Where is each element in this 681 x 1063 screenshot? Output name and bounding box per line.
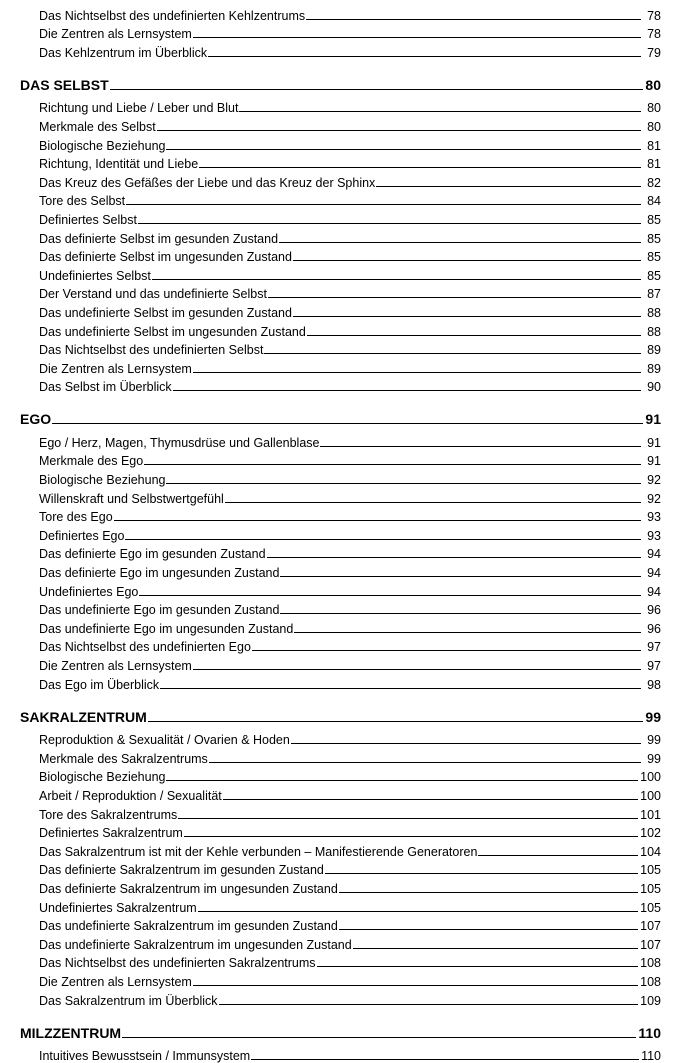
toc-page-number: 90 [643,380,661,394]
toc-leader-line [193,371,641,373]
toc-leader-line [209,761,641,763]
toc-page-number: 88 [643,325,661,339]
toc-entry-title: EGO [20,411,51,427]
toc-leader-line [138,222,641,224]
toc-page-number: 107 [640,938,661,952]
toc-entry-title: SAKRALZENTRUM [20,709,147,725]
toc-entry-title: Richtung und Liebe / Leber und Blut [39,101,238,115]
toc-entry[interactable] [39,450,661,469]
toc-entry-title: Biologische Beziehung [39,139,165,153]
toc-entry-title: Merkmale des Sakralzentrums [39,752,208,766]
toc-leader-line [252,649,641,651]
toc-leader-line [166,482,641,484]
toc-entry-title: Definiertes Sakralzentrum [39,826,183,840]
toc-entry-title: Tore des Selbst [39,194,125,208]
toc-entry-title: Das undefinierte Selbst im gesunden Zustand [39,306,292,320]
toc-page-number: 81 [643,139,661,153]
toc-entry-title: Reproduktion & Sexualität / Ovarien & Hoden [39,733,290,747]
toc-leader-line [126,203,641,205]
toc-entry-title: Biologische Beziehung [39,473,165,487]
toc-leader-line [225,501,641,503]
toc-page-number: 105 [640,863,661,877]
toc-entry-title: Undefiniertes Selbst [39,269,151,283]
toc-leader-line [193,668,641,670]
toc-entry-title: Das undefinierte Sakralzentrum im ungesunden Zustand [39,938,352,952]
toc-leader-line [139,594,641,596]
toc-page-number: 84 [643,194,661,208]
toc-page-number: 91 [643,454,661,468]
toc-leader-line [339,891,638,893]
toc-leader-line [122,1036,636,1038]
toc-entry[interactable] [39,431,661,450]
toc-entry[interactable] [39,227,661,246]
toc-page-number: 101 [640,808,661,822]
toc-entry[interactable] [39,134,661,153]
toc-leader-line [307,334,641,336]
toc-page-number: 91 [645,411,661,427]
toc-entry-title: Willenskraft und Selbstwertgefühl [39,492,224,506]
toc-leader-line [268,296,641,298]
toc-page-number: 99 [645,709,661,725]
toc-page-number: 92 [643,492,661,506]
toc-page-number: 108 [640,975,661,989]
toc-entry[interactable] [39,320,661,339]
toc-page-number: 110 [638,1025,661,1041]
toc-leader-line [178,817,638,819]
toc-entry[interactable] [39,580,661,599]
toc-leader-line [293,259,641,261]
toc-entry[interactable] [39,115,661,134]
toc-entry[interactable] [39,208,661,227]
toc-leader-line [317,965,639,967]
toc-entry-title: Die Zentren als Lernsystem [39,659,192,673]
toc-section-heading[interactable] [20,407,661,427]
toc-page-number: 94 [643,566,661,580]
toc-leader-line [173,389,641,391]
toc-entry-title: Das undefinierte Selbst im ungesunden Zustand [39,325,306,339]
toc-leader-line [148,720,644,722]
toc-entry[interactable] [39,784,661,803]
toc-page-number: 94 [643,585,661,599]
toc-entry-title: Das definierte Selbst im gesunden Zustand [39,232,278,246]
toc-page-number: 78 [643,9,661,23]
toc-entry-title: Das Nichtselbst des undefinierten Sakralzentrums [39,956,316,970]
toc-page-number: 97 [643,659,661,673]
toc-entry[interactable] [39,599,661,618]
toc-entry[interactable] [39,636,661,655]
toc-entry[interactable] [39,1045,661,1063]
toc-entry-title: Das definierte Selbst im ungesunden Zustand [39,250,292,264]
toc-entry[interactable] [39,264,661,283]
toc-entry[interactable] [39,729,661,748]
toc-entry-title: Das definierte Ego im gesunden Zustand [39,547,266,561]
toc-leader-line [264,352,641,354]
toc-entry-title: Das definierte Ego im ungesunden Zustand [39,566,279,580]
toc-entry-title: Undefiniertes Ego [39,585,138,599]
toc-page-number: 93 [643,510,661,524]
toc-entry[interactable] [39,654,661,673]
toc-entry[interactable] [39,301,661,320]
toc-leader-line [279,241,641,243]
toc-page-number: 99 [643,752,661,766]
toc-entry[interactable] [39,190,661,209]
toc-entry[interactable] [39,97,661,116]
toc-leader-line [306,18,641,20]
toc-leader-line [376,185,641,187]
toc-entry-title: Richtung, Identität und Liebe [39,157,198,171]
toc-entry[interactable] [39,933,661,952]
toc-page-number: 93 [643,529,661,543]
toc-page-number: 85 [643,213,661,227]
toc-leader-line [166,779,638,781]
toc-page-number: 92 [643,473,661,487]
toc-leader-line [208,55,641,57]
toc-leader-line [114,519,641,521]
toc-entry-title: Das Nichtselbst des undefinierten Selbst [39,343,263,357]
toc-leader-line [144,463,641,465]
toc-entry[interactable] [39,41,661,60]
toc-entry-title: DAS SELBST [20,77,109,93]
toc-page-number: 94 [643,547,661,561]
toc-entry-title: Die Zentren als Lernsystem [39,27,192,41]
toc-page-number: 85 [643,232,661,246]
toc-page-number: 80 [645,77,661,93]
toc-entry[interactable] [39,339,661,358]
toc-entry[interactable] [39,561,661,580]
toc-entry-title: Das Ego im Überblick [39,678,159,692]
toc-entry-title: MILZZENTRUM [20,1025,121,1041]
toc-leader-line [193,984,638,986]
toc-page-number: 89 [643,362,661,376]
toc-leader-line [219,1003,639,1005]
toc-entry-title: Biologische Beziehung [39,770,165,784]
toc-page-number: 96 [643,603,661,617]
table-of-contents [0,4,681,1063]
toc-entry[interactable] [39,357,661,376]
toc-entry-title: Das definierte Sakralzentrum im ungesunden Zustand [39,882,338,896]
toc-page-number: 105 [640,901,661,915]
toc-entry[interactable] [39,468,661,487]
toc-entry-title: Das Selbst im Überblick [39,380,172,394]
toc-entry[interactable] [39,766,661,785]
toc-page-number: 78 [643,27,661,41]
toc-entry-title: Merkmale des Selbst [39,120,156,134]
toc-entry-title: Ego / Herz, Magen, Thymusdrüse und Gallenblase [39,436,319,450]
toc-entry-title: Definiertes Ego [39,529,124,543]
toc-entry-title: Das Kehlzentrum im Überblick [39,46,207,60]
toc-leader-line [199,166,641,168]
toc-entry[interactable] [39,506,661,525]
toc-leader-line [193,36,641,38]
toc-entry-title: Das definierte Sakralzentrum im gesunden Zustand [39,863,324,877]
toc-leader-line [166,148,641,150]
toc-entry-title: Merkmale des Ego [39,454,143,468]
toc-page-number: 99 [643,733,661,747]
toc-entry-title: Das Nichtselbst des undefinierten Kehlzentrums [39,9,305,23]
toc-leader-line [280,575,641,577]
toc-entry[interactable] [39,859,661,878]
toc-page-number: 85 [643,250,661,264]
toc-entry[interactable] [39,747,661,766]
toc-section-heading[interactable] [20,705,661,725]
toc-entry-title: Die Zentren als Lernsystem [39,362,192,376]
toc-page-number: 109 [640,994,661,1008]
toc-page-number: 110 [641,1049,661,1063]
toc-entry-title: Die Zentren als Lernsystem [39,975,192,989]
toc-page-number: 108 [640,956,661,970]
toc-entry[interactable] [39,376,661,395]
toc-entry[interactable] [39,524,661,543]
toc-leader-line [280,612,641,614]
toc-page-number: 96 [643,622,661,636]
toc-entry[interactable] [39,896,661,915]
toc-entry-title: Definiertes Selbst [39,213,137,227]
toc-leader-line [291,742,641,744]
toc-entry-title: Intuitives Bewusstsein / Immunsystem [39,1049,250,1063]
toc-leader-line [353,947,638,949]
toc-entry[interactable] [39,952,661,971]
toc-leader-line [320,445,641,447]
toc-entry[interactable] [39,617,661,636]
toc-entry[interactable] [39,803,661,822]
toc-entry[interactable] [39,970,661,989]
toc-entry-title: Das Sakralzentrum im Überblick [39,994,218,1008]
toc-page-number: 102 [640,826,661,840]
toc-page-number: 80 [643,101,661,115]
toc-entry[interactable] [39,23,661,42]
toc-leader-line [157,129,641,131]
toc-page-number: 100 [640,770,661,784]
toc-entry-title: Das undefinierte Sakralzentrum im gesunden Zustand [39,919,338,933]
toc-entry[interactable] [39,877,661,896]
toc-leader-line [267,556,641,558]
toc-page-number: 82 [643,176,661,190]
toc-entry-title: Das Sakralzentrum ist mit der Kehle verbunden – Manifestierende Generatoren [39,845,477,859]
toc-page-number: 87 [643,287,661,301]
toc-leader-line [293,315,641,317]
toc-entry[interactable] [39,153,661,172]
toc-entry[interactable] [39,989,661,1008]
toc-page-number: 98 [643,678,661,692]
toc-entry[interactable] [39,246,661,265]
toc-page-number: 80 [643,120,661,134]
toc-page-number: 85 [643,269,661,283]
toc-leader-line [110,88,644,90]
toc-page-number: 105 [640,882,661,896]
toc-page-number: 89 [643,343,661,357]
toc-leader-line [52,422,643,424]
toc-leader-line [325,872,638,874]
toc-entry-title: Tore des Ego [39,510,113,524]
toc-leader-line [239,110,641,112]
toc-entry[interactable] [39,171,661,190]
toc-leader-line [339,928,638,930]
toc-entry[interactable] [39,283,661,302]
toc-section-heading[interactable] [20,1021,661,1041]
toc-entry[interactable] [39,673,661,692]
toc-leader-line [184,835,638,837]
toc-page-number: 79 [643,46,661,60]
toc-entry-title: Arbeit / Reproduktion / Sexualität [39,789,222,803]
toc-page-number: 100 [640,789,661,803]
toc-entry-title: Der Verstand und das undefinierte Selbst [39,287,267,301]
toc-entry[interactable] [39,915,661,934]
toc-page-number: 97 [643,640,661,654]
toc-entry[interactable] [39,840,661,859]
toc-entry-title: Undefiniertes Sakralzentrum [39,901,197,915]
toc-leader-line [152,278,641,280]
toc-leader-line [294,631,641,633]
toc-page-number: 91 [643,436,661,450]
toc-leader-line [223,798,638,800]
toc-leader-line [198,910,638,912]
toc-page-number: 81 [643,157,661,171]
toc-page-number: 107 [640,919,661,933]
toc-leader-line [125,538,641,540]
toc-entry-title: Das undefinierte Ego im gesunden Zustand [39,603,279,617]
toc-entry-title: Das undefinierte Ego im ungesunden Zustand [39,622,293,636]
toc-leader-line [251,1058,639,1060]
toc-entry[interactable] [39,543,661,562]
toc-entry[interactable] [39,4,661,23]
toc-entry[interactable] [39,822,661,841]
toc-entry-title: Das Kreuz des Gefäßes der Liebe und das Kreuz der Sphinx [39,176,375,190]
toc-section-heading[interactable] [20,73,661,93]
toc-leader-line [160,687,641,689]
toc-page-number: 88 [643,306,661,320]
toc-entry-title: Das Nichtselbst des undefinierten Ego [39,640,251,654]
toc-entry[interactable] [39,487,661,506]
toc-leader-line [478,854,638,856]
toc-page-number: 104 [640,845,661,859]
toc-entry-title: Tore des Sakralzentrums [39,808,177,822]
